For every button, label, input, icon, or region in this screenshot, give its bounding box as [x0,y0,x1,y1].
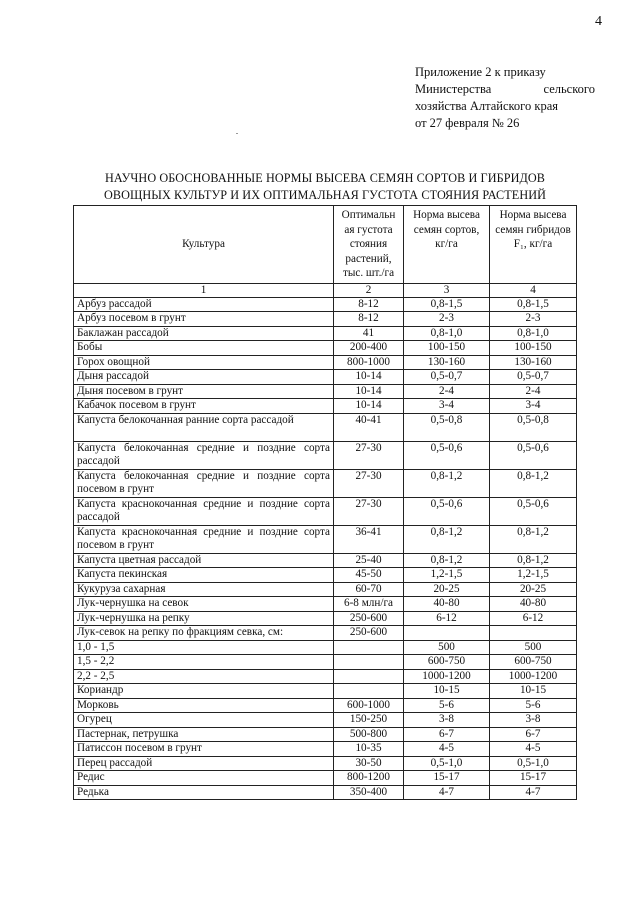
cell-varieties-norm: 5-6 [404,698,490,713]
cell-crop: Патиссон посевом в грунт [74,742,334,757]
column-number: 3 [404,283,490,297]
cell-density: 30-50 [334,756,404,771]
cell-crop: Лук-чернушка на севок [74,597,334,612]
appendix-line-3: хозяйства Алтайского края [415,99,558,113]
cell-varieties-norm: 6-12 [404,611,490,626]
cell-varieties-norm: 0,5-0,6 [404,441,490,469]
table-row [74,698,577,713]
cell-density [334,655,404,670]
column-number-row [74,283,577,297]
cell-varieties-norm: 2-4 [404,384,490,399]
cell-hybrids-norm: 0,5-1,0 [490,756,577,771]
cell-crop: Дыня рассадой [74,370,334,385]
cell-crop: 2,2 - 2,5 [74,669,334,684]
table-row [74,727,577,742]
cell-density: 250-600 [334,626,404,641]
cell-hybrids-norm: 1,2-1,5 [490,568,577,583]
table-row [74,611,577,626]
cell-varieties-norm: 1,2-1,5 [404,568,490,583]
cell-varieties-norm: 6-7 [404,727,490,742]
cell-varieties-norm: 10-15 [404,684,490,699]
scan-speck [236,133,238,134]
cell-density: 10-35 [334,742,404,757]
table-row [74,684,577,699]
table-row [74,355,577,370]
cell-hybrids-norm: 6-12 [490,611,577,626]
cell-density [334,640,404,655]
cell-density: 350-400 [334,785,404,800]
cell-crop: Пастернак, петрушка [74,727,334,742]
table-row [74,312,577,327]
cell-hybrids-norm: 5-6 [490,698,577,713]
table-row [74,756,577,771]
table-row [74,669,577,684]
cell-hybrids-norm: 2-3 [490,312,577,327]
cell-hybrids-norm: 0,8-1,5 [490,297,577,312]
column-number: 1 [74,283,334,297]
cell-crop: Лук-севок на репку по фракциям севка, см: [74,626,334,641]
cell-density: 800-1000 [334,355,404,370]
table-row [74,785,577,800]
seeding-norms-table [73,205,577,800]
cell-hybrids-norm [490,626,577,641]
cell-varieties-norm: 600-750 [404,655,490,670]
cell-varieties-norm: 3-8 [404,713,490,728]
cell-crop: Капуста белокочанная ранние сорта рассадой [74,413,334,441]
cell-crop: Морковь [74,698,334,713]
appendix-line-1: Приложение 2 к приказу [415,65,546,79]
cell-hybrids-norm: 2-4 [490,384,577,399]
table-row [74,553,577,568]
cell-varieties-norm: 15-17 [404,771,490,786]
cell-crop: Дыня посевом в грунт [74,384,334,399]
cell-density: 27-30 [334,469,404,497]
cell-hybrids-norm: 4-7 [490,785,577,800]
cell-crop: 1,0 - 1,5 [74,640,334,655]
table-row [74,441,577,469]
table-row [74,713,577,728]
cell-density: 800-1200 [334,771,404,786]
cell-hybrids-norm: 0,8-1,0 [490,326,577,341]
cell-varieties-norm: 4-5 [404,742,490,757]
cell-density: 36-41 [334,525,404,553]
page-number: 4 [595,14,602,29]
table-row [74,771,577,786]
table-row [74,297,577,312]
cell-density: 10-14 [334,399,404,414]
cell-varieties-norm: 1000-1200 [404,669,490,684]
cell-crop: Редька [74,785,334,800]
table-row [74,399,577,414]
cell-density: 25-40 [334,553,404,568]
cell-varieties-norm: 0,8-1,5 [404,297,490,312]
cell-density: 8-12 [334,297,404,312]
cell-varieties-norm: 0,8-1,2 [404,469,490,497]
cell-varieties-norm: 20-25 [404,582,490,597]
cell-hybrids-norm: 1000-1200 [490,669,577,684]
cell-hybrids-norm: 4-5 [490,742,577,757]
document-title [70,170,580,204]
cell-hybrids-norm: 0,8-1,2 [490,553,577,568]
table-row [74,626,577,641]
header-density: Оптимальн ая густота стояния растений, тыс. шт./га [334,206,404,284]
cell-varieties-norm: 0,5-0,8 [404,413,490,441]
column-number: 4 [490,283,577,297]
cell-crop: Кабачок посевом в грунт [74,399,334,414]
cell-crop: Лук-чернушка на репку [74,611,334,626]
cell-crop: Арбуз посевом в грунт [74,312,334,327]
table-row [74,384,577,399]
cell-crop: Капуста белокочанная средние и поздние сорта рассадой [74,441,334,469]
cell-hybrids-norm: 500 [490,640,577,655]
cell-crop: Капуста пекинская [74,568,334,583]
table-row [74,525,577,553]
cell-hybrids-norm: 0,8-1,2 [490,525,577,553]
cell-crop: Редис [74,771,334,786]
table-row [74,640,577,655]
cell-density: 45-50 [334,568,404,583]
cell-density: 6-8 млн/га [334,597,404,612]
cell-hybrids-norm: 10-15 [490,684,577,699]
cell-density: 41 [334,326,404,341]
cell-crop: Капуста краснокочанная средние и поздние сорта рассадой [74,497,334,525]
appendix-line-2 [415,81,595,98]
cell-density: 250-600 [334,611,404,626]
cell-crop: Капуста цветная рассадой [74,553,334,568]
cell-crop: Кориандр [74,684,334,699]
cell-hybrids-norm: 600-750 [490,655,577,670]
title-line-1: НАУЧНО ОБОСНОВАННЫЕ НОРМЫ ВЫСЕВА СЕМЯН СОРТОВ И ГИБРИДОВ [104,171,546,185]
cell-density [334,669,404,684]
table-row [74,497,577,525]
cell-varieties-norm: 100-150 [404,341,490,356]
table-row [74,655,577,670]
cell-varieties-norm: 130-160 [404,355,490,370]
cell-crop: Перец рассадой [74,756,334,771]
cell-density: 10-14 [334,370,404,385]
cell-density: 8-12 [334,312,404,327]
table-row [74,568,577,583]
table-row [74,341,577,356]
cell-hybrids-norm: 0,5-0,8 [490,413,577,441]
cell-crop: 1,5 - 2,2 [74,655,334,670]
cell-crop: Бобы [74,341,334,356]
cell-varieties-norm: 40-80 [404,597,490,612]
cell-varieties-norm: 0,5-0,6 [404,497,490,525]
cell-hybrids-norm: 6-7 [490,727,577,742]
cell-crop: Кукуруза сахарная [74,582,334,597]
column-number: 2 [334,283,404,297]
cell-varieties-norm: 0,5-0,7 [404,370,490,385]
table-row [74,326,577,341]
cell-varieties-norm: 0,8-1,2 [404,553,490,568]
cell-hybrids-norm: 3-4 [490,399,577,414]
appendix-line-2-left: Министерства [415,82,492,96]
title-line-2: ОВОЩНЫХ КУЛЬТУР И ИХ ОПТИМАЛЬНАЯ ГУСТОТА СТОЯНИЯ РАСТЕНИЙ [103,188,547,202]
table-row [74,597,577,612]
cell-crop: Капуста белокочанная средние и поздние сорта посевом в грунт [74,469,334,497]
cell-hybrids-norm: 0,5-0,6 [490,441,577,469]
appendix-line-2-right: сельского [543,82,595,96]
cell-varieties-norm: 2-3 [404,312,490,327]
cell-varieties-norm: 500 [404,640,490,655]
cell-varieties-norm: 4-7 [404,785,490,800]
cell-crop: Капуста краснокочанная средние и поздние сорта посевом в грунт [74,525,334,553]
cell-hybrids-norm: 3-8 [490,713,577,728]
cell-hybrids-norm: 0,8-1,2 [490,469,577,497]
cell-hybrids-norm: 15-17 [490,771,577,786]
cell-hybrids-norm: 20-25 [490,582,577,597]
cell-density: 40-41 [334,413,404,441]
table-row [74,413,577,441]
cell-density: 10-14 [334,384,404,399]
appendix-block [415,64,595,132]
cell-hybrids-norm: 0,5-0,6 [490,497,577,525]
cell-hybrids-norm: 100-150 [490,341,577,356]
cell-hybrids-norm: 130-160 [490,355,577,370]
cell-density: 200-400 [334,341,404,356]
table-row [74,370,577,385]
cell-density: 27-30 [334,497,404,525]
cell-varieties-norm: 0,8-1,2 [404,525,490,553]
cell-hybrids-norm: 0,5-0,7 [490,370,577,385]
header-crop: Культура [74,206,334,284]
header-varieties: Норма высева семян сортов, кг/га [404,206,490,284]
cell-varieties-norm [404,626,490,641]
table-row [74,469,577,497]
table-body [74,297,577,800]
cell-crop: Баклажан рассадой [74,326,334,341]
cell-crop: Арбуз рассадой [74,297,334,312]
cell-varieties-norm: 3-4 [404,399,490,414]
cell-hybrids-norm: 40-80 [490,597,577,612]
cell-density: 60-70 [334,582,404,597]
cell-crop: Горох овощной [74,355,334,370]
table-row [74,742,577,757]
table-header-row [74,206,577,284]
header-hybrids: Норма высева семян гибридов F₁, кг/га [490,206,577,284]
cell-density [334,684,404,699]
appendix-line-4: от 27 февраля № 26 [415,116,520,130]
cell-crop: Огурец [74,713,334,728]
cell-density: 150-250 [334,713,404,728]
cell-density: 600-1000 [334,698,404,713]
cell-density: 27-30 [334,441,404,469]
table-row [74,582,577,597]
cell-varieties-norm: 0,8-1,0 [404,326,490,341]
cell-density: 500-800 [334,727,404,742]
cell-varieties-norm: 0,5-1,0 [404,756,490,771]
